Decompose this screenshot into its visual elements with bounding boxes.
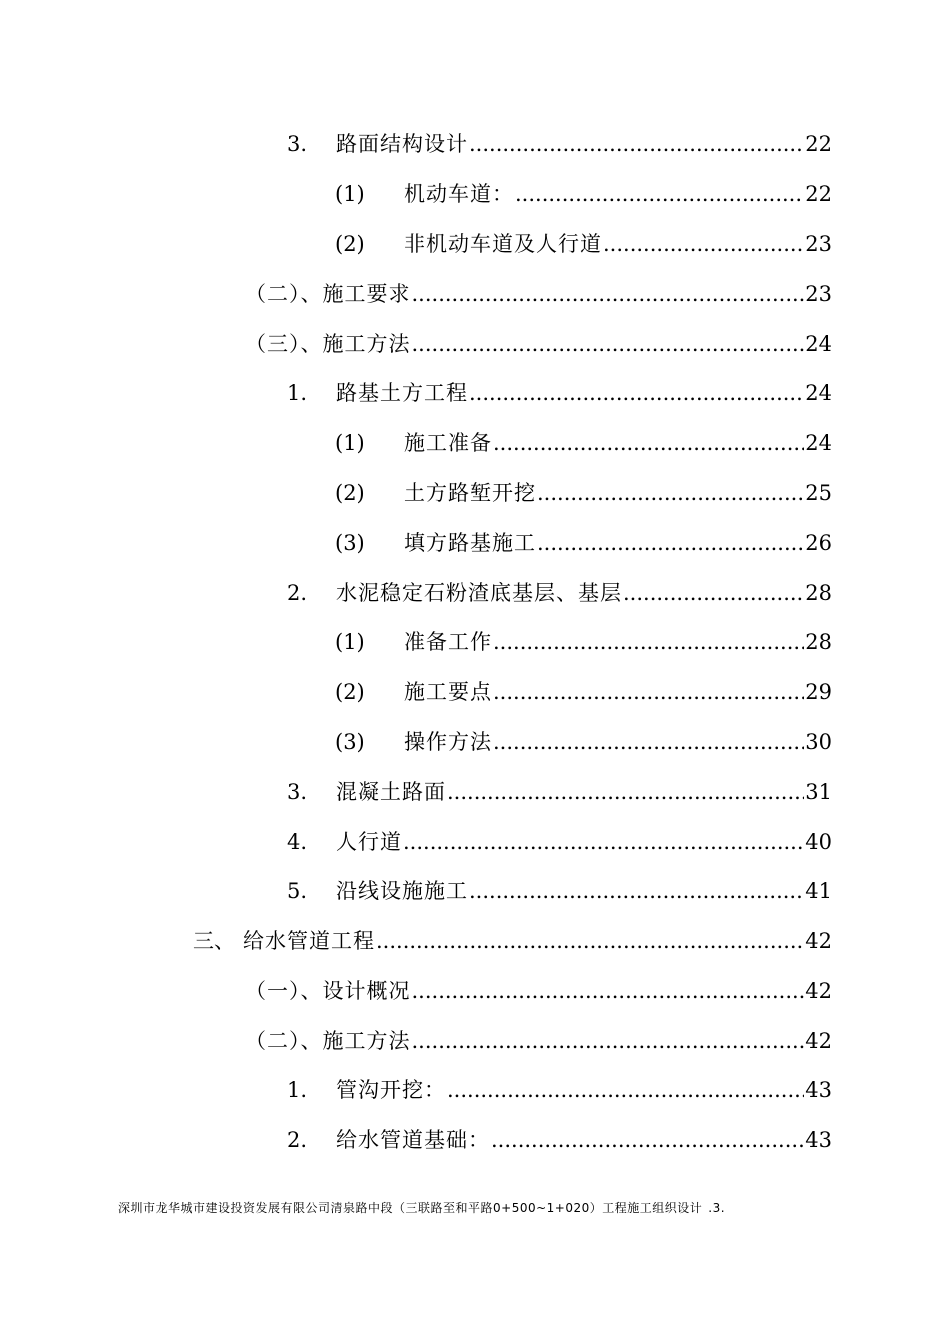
toc-entry-page: 43	[805, 1078, 832, 1102]
toc-entry-number: (2)	[335, 481, 365, 505]
toc-entry[interactable]	[193, 926, 832, 956]
toc-entry-page: 23	[805, 232, 832, 256]
toc-entry-title: 人行道	[336, 830, 402, 854]
toc-entry[interactable]	[287, 378, 832, 408]
toc-dot-leader	[412, 279, 805, 309]
toc-entry-title: （二）、施工要求	[245, 282, 411, 306]
toc-entry-page: 26	[805, 531, 832, 555]
toc-entry[interactable]	[287, 827, 832, 857]
toc-entry-title: 路基土方工程	[336, 381, 468, 405]
toc-entry-page: 42	[805, 979, 832, 1003]
toc-entry-number: (2)	[335, 680, 365, 704]
footer-document-title: 深圳市龙华城市建设投资发展有限公司清泉路中段（三联路至和平路0+500~1+020）工程施工组织设计	[118, 1201, 703, 1215]
toc-dot-leader	[537, 528, 804, 558]
footer-page-number: .3.	[708, 1201, 726, 1215]
toc-dot-leader	[447, 1075, 804, 1105]
toc-dot-leader	[537, 478, 804, 508]
toc-entry-title: 机动车道：	[404, 182, 514, 206]
toc-entry-title: 给水管道工程	[243, 929, 375, 953]
toc-entry-page: 22	[805, 132, 832, 156]
toc-dot-leader	[603, 229, 804, 259]
toc-entry[interactable]	[335, 528, 832, 558]
toc-entry-page: 24	[805, 381, 832, 405]
toc-entry[interactable]	[287, 1125, 832, 1155]
toc-entry-title: 管沟开挖：	[336, 1078, 446, 1102]
toc-dot-leader	[412, 1026, 805, 1056]
toc-entry-number: 4.	[287, 830, 308, 854]
toc-entry-title: 土方路堑开挖	[404, 481, 536, 505]
toc-entry[interactable]	[287, 1075, 832, 1105]
toc-entry[interactable]	[245, 279, 832, 309]
toc-entry-title: （二）、施工方法	[245, 1029, 411, 1053]
toc-entry-page: 25	[805, 481, 832, 505]
toc-dot-leader	[412, 329, 805, 359]
toc-entry-number: (1)	[335, 431, 365, 455]
toc-entry[interactable]	[245, 329, 832, 359]
toc-entry[interactable]	[245, 976, 832, 1006]
toc-entry-page: 24	[805, 431, 832, 455]
toc-entry-number: 三、	[193, 929, 235, 953]
toc-entry-number: 2.	[287, 581, 308, 605]
toc-entry-title: 混凝土路面	[336, 780, 446, 804]
toc-entry-page: 22	[805, 182, 832, 206]
toc-entry[interactable]	[287, 578, 832, 608]
toc-dot-leader	[469, 129, 804, 159]
toc-entry-page: 41	[805, 879, 832, 903]
toc-entry-number: (2)	[335, 232, 365, 256]
toc-entry[interactable]	[287, 876, 832, 906]
toc-entry-number: 1.	[287, 1078, 308, 1102]
toc-entry-title: 填方路基施工	[404, 531, 536, 555]
toc-dot-leader	[469, 876, 804, 906]
toc-entry-number: (3)	[335, 730, 365, 754]
toc-entry[interactable]	[245, 1026, 832, 1056]
toc-entry[interactable]	[287, 129, 832, 159]
toc-dot-leader	[493, 727, 804, 757]
toc-entry-title: 操作方法	[404, 730, 492, 754]
toc-entry[interactable]	[335, 179, 832, 209]
toc-entry-title: 沿线设施施工	[336, 879, 468, 903]
toc-entry-page: 29	[805, 680, 832, 704]
toc-entry-title: 路面结构设计	[336, 132, 468, 156]
toc-dot-leader	[469, 378, 804, 408]
toc-entry-number: 3.	[287, 132, 308, 156]
toc-dot-leader	[493, 428, 804, 458]
toc-dot-leader	[447, 777, 804, 807]
toc-entry[interactable]	[335, 229, 832, 259]
toc-entry-title: 水泥稳定石粉渣底基层、基层	[336, 581, 622, 605]
toc-entry[interactable]	[287, 777, 832, 807]
toc-entry-page: 28	[805, 630, 832, 654]
toc-entry-page: 24	[805, 332, 832, 356]
page-footer	[118, 1196, 838, 1220]
toc-entry-title: 非机动车道及人行道	[404, 232, 602, 256]
toc-entry-number: 3.	[287, 780, 308, 804]
toc-entry-page: 31	[805, 780, 832, 804]
toc-entry-page: 42	[805, 1029, 832, 1053]
toc-entry[interactable]	[335, 478, 832, 508]
toc-entry-page: 43	[805, 1128, 832, 1152]
toc-dot-leader	[623, 578, 804, 608]
toc-entry-number: (3)	[335, 531, 365, 555]
toc-dot-leader	[412, 976, 805, 1006]
toc-dot-leader	[403, 827, 804, 857]
toc-dot-leader	[493, 677, 804, 707]
toc-entry-number: (1)	[335, 182, 365, 206]
toc-dot-leader	[376, 926, 804, 956]
toc-entry[interactable]	[335, 677, 832, 707]
toc-entry-page: 30	[805, 730, 832, 754]
toc-entry-page: 40	[805, 830, 832, 854]
toc-entry-number: 2.	[287, 1128, 308, 1152]
toc-entry-number: (1)	[335, 630, 365, 654]
toc-entry-page: 23	[805, 282, 832, 306]
toc-entry-title: 给水管道基础：	[336, 1128, 490, 1152]
toc-entry-title: （一）、设计概况	[245, 979, 411, 1003]
toc-entry-page: 42	[805, 929, 832, 953]
toc-entry-title: 施工准备	[404, 431, 492, 455]
toc-entry-number: 1.	[287, 381, 308, 405]
toc-dot-leader	[491, 1125, 804, 1155]
toc-dot-leader	[515, 179, 804, 209]
toc-entry-title: （三）、施工方法	[245, 332, 411, 356]
toc-dot-leader	[493, 627, 804, 657]
toc-entry-title: 施工要点	[404, 680, 492, 704]
toc-entry[interactable]	[335, 727, 832, 757]
toc-entry-number: 5.	[287, 879, 308, 903]
toc-entry-page: 28	[805, 581, 832, 605]
toc-entry[interactable]	[335, 627, 832, 657]
toc-entry[interactable]	[335, 428, 832, 458]
toc-entry-title: 准备工作	[404, 630, 492, 654]
